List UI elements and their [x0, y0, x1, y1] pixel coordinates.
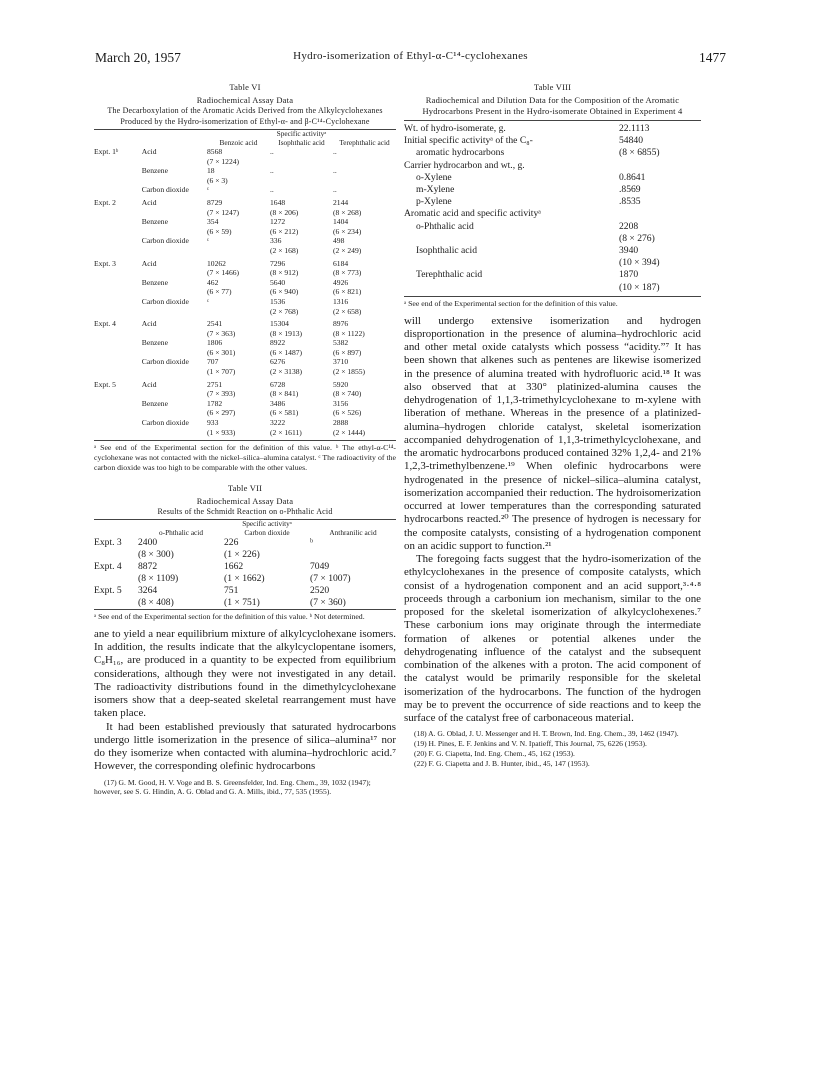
row-label: o-Phthalic acid [416, 220, 474, 232]
cell-detail: (8 × 841) [269, 389, 299, 399]
table-row [94, 319, 396, 338]
cell-detail: (8 × 268) [332, 207, 362, 217]
table-row [94, 185, 396, 195]
row-experiment: Expt. 5 [94, 585, 122, 597]
right-references [404, 729, 701, 768]
paragraph: ane to yield a near equilibrium mixture of alkylcyclohexane isomers. In addition, the results indicate that the alkylcyclopentane isomers, C₈H₁₆, are produced in a quantity to be expected from equilibrium considerations, although they were not investigated in any detail. The radioactivity distributions found in the dimethylcyclohexane isomers show that a deep-seated skeletal rearrangement must have taken place. [94, 627, 396, 720]
row-experiment: Expt. 4 [94, 319, 116, 329]
table-cell [333, 147, 396, 166]
cell-value: 6728 [269, 379, 286, 389]
row-experiment: Expt. 2 [94, 197, 116, 207]
table-row [94, 585, 396, 610]
cell-value: 1782 [206, 398, 223, 408]
table-row [404, 123, 701, 135]
table-cell [207, 418, 270, 437]
table-8-body [404, 123, 701, 294]
cell-value: .. [269, 147, 274, 156]
row-experiment [94, 357, 142, 376]
table-cell [270, 278, 333, 297]
table-cell [333, 380, 396, 399]
cell-value: 6184 [332, 258, 349, 268]
group-spacer [94, 437, 396, 441]
table-cell [207, 236, 270, 255]
cell-detail: (6 × 234) [332, 226, 362, 236]
table-row [94, 561, 396, 585]
cell-detail: (8 × 773) [332, 268, 362, 278]
table-cell [224, 537, 310, 561]
cell-value: 7049 [310, 561, 330, 573]
cell-value: 5920 [332, 379, 349, 389]
cell-detail: (8 × 408) [138, 597, 174, 609]
reference: (17) G. M. Good, H. V. Voge and B. S. Greensfelder, Ind. Eng. Chem., 39, 1032 (1947); however, see S. G. Hindin, A. G. Oblad and G. A. Mills, ibid., 77, 535 (1955). [94, 777, 371, 797]
row-item: Carbon dioxide [141, 185, 189, 195]
table-7-footnote: ᵃ See end of the Experimental section for the definition of this value. ᵇ Not determined. [94, 612, 365, 622]
reference: (20) F. G. Ciapetta, Ind. Eng. Chem., 45, 162 (1953). [414, 748, 575, 758]
table-cell [270, 399, 333, 418]
paragraph: It had been established previously that saturated hydrocarbons undergo little isomerization in the presence of silica–alumina¹⁷ nor do they isomerize when contacted with alumina–hydrochloric acid.⁷ However, the corresponding olefinic hydrocarbons [94, 720, 396, 773]
row-label: Initial specific activityᵃ of the C₈- [404, 135, 533, 147]
row-label: p-Xylene [416, 196, 452, 208]
page-number: 1477 [699, 50, 726, 65]
table-6-group-header: Specific activityᵃ [276, 129, 327, 138]
row-item: Benzene [141, 338, 168, 348]
table-row [94, 236, 396, 255]
cell-detail: (2 × 168) [269, 245, 299, 255]
table-cell [270, 185, 333, 195]
left-body-text [94, 628, 396, 774]
cell-detail: (6 × 940) [269, 287, 299, 297]
table-cell [333, 319, 396, 338]
row-item: Acid [141, 379, 157, 389]
table-row [94, 338, 396, 357]
row-item: Acid [141, 319, 157, 329]
table-cell [333, 236, 396, 255]
row-value [619, 208, 701, 220]
cell-value: 8568 [206, 147, 223, 156]
table-row [94, 259, 396, 278]
cell-value: 3222 [269, 418, 286, 428]
table-cell [207, 217, 270, 236]
table-cell [224, 561, 310, 585]
table-cell [270, 147, 333, 166]
table-cell [207, 259, 270, 278]
row-label: Wt. of hydro-isomerate, g. [404, 123, 506, 134]
table-cell [207, 399, 270, 418]
cell-detail: (6 × 581) [269, 408, 299, 418]
reference: (19) H. Pines, E. F. Jenkins and V. N. Ipatieff, This Journal, 75, 6226 (1953). [414, 739, 647, 749]
row-value: (10 × 187) [619, 281, 660, 293]
cell-detail: (8 × 1122) [332, 328, 365, 338]
cell-detail: (7 × 363) [206, 328, 236, 338]
row-item: Carbon dioxide [141, 296, 189, 306]
table-6-title: Radiochemical Assay Data [196, 95, 294, 105]
table-cell [333, 418, 396, 437]
cell-detail: (1 × 226) [224, 549, 260, 561]
left-references [94, 778, 396, 798]
table-cell [207, 278, 270, 297]
table-row [94, 198, 396, 217]
cell-detail: (8 × 300) [138, 549, 174, 561]
table-row [94, 278, 396, 297]
cell-detail: (2 × 3138) [269, 367, 303, 377]
table-8-label: Table VIII [533, 82, 572, 92]
row-experiment: Expt. 5 [94, 379, 116, 389]
table-row [94, 380, 396, 399]
cell-value: .. [332, 147, 337, 156]
paragraph: The foregoing facts suggest that the hydro-isomerization of the ethylcyclohexanes in the presence of composite catalysts, which consist of a hydrogenation component and an acid support,³·⁴·⁸ proceeds through a carbonium ion mechanism, similar to the one proposed for the skeletal isomerization of alkylcyclohexenes.⁷ These carbonium ions may originate through the intermediate formation of alkenes or potential alkenes under the dehydrogenating influence of the catalyst and the subsequent combination of the alkenes with a proton. The acid component of the catalyst would be primarily responsible for the skeletal isomerization of the hydrocarbons. The function of the hydrogen may be to prevent the occurrence of side reactions and to keep the surface of the catalyst free of carbonaceous material. [404, 553, 701, 725]
table-row [94, 357, 396, 376]
table-7-title: Radiochemical Assay Data [196, 495, 294, 506]
table-cell [333, 297, 396, 316]
cell-detail: (8 × 912) [269, 268, 299, 278]
cell-value: 1806 [206, 338, 223, 348]
row-label: m-Xylene [416, 184, 455, 196]
right-column [404, 82, 701, 769]
cell-value: 226 [224, 537, 239, 549]
table-8-title: Radiochemical and Dilution Data for the Composition of the Aromatic Hydrocarbons Present in the Hydro-isomerate Obtained in Experiment 4 [422, 95, 683, 116]
table-6-body [94, 147, 396, 441]
table-6-label: Table VI [229, 82, 261, 92]
cell-value: 1316 [332, 296, 349, 306]
table-row [404, 196, 701, 208]
table-row [404, 233, 701, 245]
row-value: (8 × 6855) [619, 147, 660, 159]
cell-value: 336 [269, 236, 282, 246]
row-item: Carbon dioxide [141, 236, 189, 246]
row-item: Carbon dioxide [141, 357, 189, 367]
table-cell [270, 380, 333, 399]
table-cell [333, 185, 396, 195]
table-6-col-header: Terephthalic acid [339, 137, 390, 147]
row-experiment: Expt. 3 [94, 258, 116, 268]
row-item: Benzene [141, 398, 168, 408]
cell-value: 2520 [310, 585, 330, 597]
row-value: 54840 [619, 135, 643, 147]
table-row [94, 166, 396, 185]
cell-value: 8922 [269, 338, 286, 348]
cell-value: 3264 [138, 585, 158, 597]
row-experiment [94, 399, 142, 418]
row-experiment [94, 278, 142, 297]
row-experiment: Expt. 4 [94, 561, 122, 573]
row-value: (8 × 276) [619, 232, 655, 244]
cell-detail: (1 × 1662) [224, 573, 265, 585]
cell-detail: (6 × 77) [206, 287, 232, 297]
cell-value: 18 [206, 166, 215, 176]
cell-value: .. [269, 185, 274, 195]
row-value: 22.1113 [619, 123, 650, 134]
table-cell [224, 585, 310, 610]
cell-value: 3486 [269, 398, 286, 408]
left-column [94, 82, 396, 797]
row-experiment [94, 217, 142, 236]
table-row [404, 147, 701, 159]
table-cell [333, 338, 396, 357]
cell-value: 707 [206, 357, 219, 367]
row-value: 1870 [619, 269, 639, 281]
table-cell [333, 278, 396, 297]
cell-detail: (6 × 821) [332, 287, 362, 297]
cell-value: 1404 [332, 217, 349, 227]
table-7-group-header: Specific activityᵃ [242, 519, 292, 529]
cell-value: 3710 [332, 357, 349, 367]
cell-value: ᵇ [310, 537, 313, 549]
cell-value: 1662 [224, 561, 244, 573]
cell-value: 2541 [206, 319, 223, 329]
row-value: 2208 [619, 220, 639, 232]
table-8 [404, 82, 701, 309]
table-cell [270, 418, 333, 437]
row-item: Carbon dioxide [141, 418, 189, 428]
cell-detail: (2 × 1444) [332, 427, 366, 437]
cell-value: 6276 [269, 357, 286, 367]
table-row [94, 418, 396, 437]
cell-detail: (6 × 526) [332, 408, 362, 418]
cell-detail: (2 × 658) [332, 306, 362, 316]
cell-detail: (6 × 1487) [269, 347, 303, 357]
table-cell [270, 236, 333, 255]
row-experiment [94, 338, 142, 357]
cell-value: 2144 [332, 197, 349, 207]
cell-detail: (7 × 1466) [206, 268, 240, 278]
table-cell [270, 297, 333, 316]
row-item: Benzene [141, 166, 168, 176]
cell-value: 1536 [269, 296, 286, 306]
table-7-label: Table VII [227, 482, 263, 493]
right-body-text [404, 315, 701, 726]
row-value [619, 160, 701, 172]
row-label [404, 282, 619, 294]
cell-value: 5382 [332, 338, 349, 348]
table-cell [207, 297, 270, 316]
table-6-footnote: ᵃ See end of the Experimental section for the definition of this value. ᵇ The ethyl-α-C¹⁴-cyclohexane was not contacted with the nickel–silica–alumina catalyst. ᶜ The radioactivity of the carbon dioxide was too high to be comparable with the other values. [94, 443, 396, 472]
row-value: 0.8641 [619, 171, 646, 183]
row-value: 3940 [619, 245, 639, 257]
table-cell [333, 259, 396, 278]
row-experiment [94, 297, 142, 316]
table-cell [207, 147, 270, 166]
cell-detail: (8 × 206) [269, 207, 299, 217]
table-cell [207, 198, 270, 217]
cell-value: 2751 [206, 379, 223, 389]
cell-detail: (2 × 1611) [269, 427, 302, 437]
table-cell [207, 166, 270, 185]
row-experiment [94, 166, 142, 185]
table-cell [207, 319, 270, 338]
table-6 [94, 82, 396, 473]
table-cell [310, 537, 396, 561]
table-row [404, 172, 701, 184]
cell-value: 2400 [138, 537, 158, 549]
cell-value: 8976 [332, 319, 349, 329]
table-cell [333, 166, 396, 185]
cell-detail: (7 × 1007) [310, 573, 351, 585]
cell-value: 5640 [269, 277, 286, 287]
running-header [95, 50, 726, 72]
row-item: Acid [141, 197, 157, 207]
table-row [404, 160, 701, 172]
cell-value: 4926 [332, 277, 349, 287]
table-row [404, 282, 701, 294]
cell-detail: (1 × 751) [224, 597, 260, 609]
row-label: Carrier hydrocarbon and wt., g. [404, 159, 525, 171]
table-row [404, 208, 701, 220]
table-7-subtitle: Results of the Schmidt Reaction on o-Phthalic Acid [157, 506, 333, 516]
table-8-grid [404, 123, 701, 294]
paragraph: will undergo extensive isomerization and hydrogen disproportionation in the presence of alumina–hydrochloric acid and other metal oxide catalysts which possess “acidity.”⁷ It has been shown that alkenes such as pentenes are likewise isomerized in the presence of alumina treated with hydrofluoric acid.¹⁸ It was also observed that at 330° platinized-alumina causes the dehydrogenation of 1,1,3-trimethylcyclohexane to m-xylene with liberation of methane. Whereas in the presence of a platinized-alumina–hydrogen chloride catalyst, skeletal isomerization accompanied dehydrogenation of 1,1,3-trimethylcyclohexane, and the aromatic hydrocarbons produced contained 32% 1,2,4- and 21% 1,2,3-trimethylbenzene.¹⁹ When olefinic hydrocarbons were hydrogenated in the presence of nickel–silica–alumina catalyst, isomerization accompanied their reduction. The hydroisomerization occurred at lower temperatures than the corresponding saturated hydrocarbons reacted.²⁰ The presence of hydrogen is necessary for the composite catalysts, consisting of a hydrogenation component on an acidic support to function.²¹ [404, 314, 701, 552]
cell-value: .. [332, 185, 337, 195]
cell-value: ᶜ [206, 236, 209, 246]
table-cell [270, 198, 333, 217]
table-cell [270, 357, 333, 376]
row-item: Acid [141, 147, 157, 156]
table-7 [94, 483, 396, 622]
table-row [404, 245, 701, 257]
row-experiment: Expt. 1ᵇ [94, 147, 119, 156]
row-label: Isophthalic acid [416, 245, 478, 257]
cell-value: 1272 [269, 217, 286, 227]
cell-value: .. [332, 166, 337, 176]
cell-value: .. [269, 166, 274, 176]
cell-value: 8872 [138, 561, 158, 573]
cell-value: 933 [206, 418, 219, 428]
reference: (22) F. G. Ciapetta and J. B. Hunter, ibid., 45, 147 (1953). [414, 758, 590, 768]
row-experiment [94, 185, 142, 195]
cell-detail: (7 × 393) [206, 389, 236, 399]
table-row [94, 297, 396, 316]
header-date: March 20, 1957 [95, 50, 181, 65]
cell-value: 462 [206, 277, 219, 287]
cell-detail: (6 × 897) [332, 347, 362, 357]
cell-value: 354 [206, 217, 219, 227]
row-experiment [94, 236, 142, 255]
row-label: aromatic hydrocarbons [416, 147, 505, 159]
row-label [404, 257, 619, 269]
table-cell [270, 259, 333, 278]
table-7-col-header: Carbon dioxide [244, 527, 290, 537]
header-title: Hydro-isomerization of Ethyl-α-C¹⁴-cyclohexanes [293, 50, 528, 62]
cell-detail: (2 × 1855) [332, 367, 366, 377]
table-7-grid [94, 519, 396, 610]
table-7-col-header: o-Phthalic acid [159, 527, 203, 537]
cell-detail: (8 × 740) [332, 389, 362, 399]
cell-value: 7296 [269, 258, 286, 268]
row-experiment: Expt. 3 [94, 537, 122, 549]
table-cell [138, 585, 224, 610]
row-label [404, 233, 619, 245]
row-value: .8569 [619, 184, 641, 196]
cell-value: 1648 [269, 197, 286, 207]
cell-value: 8729 [206, 197, 223, 207]
table-row [404, 221, 701, 233]
cell-detail: (7 × 360) [310, 597, 346, 609]
table-row [94, 399, 396, 418]
cell-detail: (6 × 212) [269, 226, 299, 236]
cell-value: 2888 [332, 418, 349, 428]
row-item: Benzene [141, 277, 168, 287]
table-cell [138, 561, 224, 585]
table-cell [310, 561, 396, 585]
cell-detail: (6 × 301) [206, 347, 236, 357]
table-cell [207, 185, 270, 195]
table-cell [333, 357, 396, 376]
table-6-grid [94, 129, 396, 441]
cell-detail: (1 × 933) [206, 427, 236, 437]
table-row [404, 257, 701, 269]
cell-detail: (6 × 297) [206, 408, 236, 418]
table-cell [270, 217, 333, 236]
table-cell [207, 338, 270, 357]
table-cell [138, 537, 224, 561]
cell-value: 15304 [269, 319, 289, 329]
cell-value: ᶜ [206, 185, 209, 195]
cell-detail: (1 × 707) [206, 367, 236, 377]
table-6-subtitle: The Decarboxylation of the Aromatic Acids Derived from the Alkylcyclohexanes Produced by the Hydro-isomerization of Ethyl-α- and β-C¹⁴-Cyclohexane [107, 106, 383, 126]
table-cell [333, 198, 396, 217]
table-cell [270, 319, 333, 338]
table-8-footnote: ᵃ See end of the Experimental section for the definition of this value. [404, 296, 701, 309]
row-value: .8535 [619, 196, 641, 208]
row-item: Benzene [141, 217, 168, 227]
row-value: (10 × 394) [619, 257, 660, 269]
cell-detail: (7 × 1224) [206, 156, 240, 166]
cell-value: 751 [224, 585, 239, 597]
cell-detail: (8 × 1109) [138, 573, 179, 585]
table-row [404, 184, 701, 196]
table-cell [270, 338, 333, 357]
cell-detail: (8 × 1913) [269, 328, 303, 338]
table-cell [207, 380, 270, 399]
cell-detail: (6 × 59) [206, 226, 232, 236]
table-row [94, 217, 396, 236]
row-label: Terephthalic acid [416, 269, 483, 281]
table-row [404, 269, 701, 281]
table-cell [207, 357, 270, 376]
table-7-col-header: Anthranilic acid [329, 527, 377, 537]
cell-detail: (7 × 1247) [206, 207, 240, 217]
table-cell [333, 399, 396, 418]
table-cell [333, 217, 396, 236]
row-label: o-Xylene [416, 171, 452, 183]
table-6-col-header: Isophthalic acid [278, 137, 325, 147]
cell-value: 3156 [332, 398, 349, 408]
cell-value: 498 [332, 236, 345, 246]
cell-value: ᶜ [206, 296, 209, 306]
table-cell [270, 166, 333, 185]
row-label: Aromatic acid and specific activityᵃ [404, 208, 541, 220]
table-row [404, 135, 701, 147]
table-row [94, 147, 396, 166]
cell-detail: (6 × 3) [206, 175, 228, 185]
table-7-body [94, 537, 396, 610]
reference: (18) A. G. Oblad, J. U. Messenger and H. T. Brown, Ind. Eng. Chem., 39, 1462 (1947). [414, 729, 679, 739]
table-cell [310, 585, 396, 610]
row-experiment [94, 418, 142, 437]
cell-detail: (2 × 768) [269, 306, 299, 316]
spacer-cell [94, 437, 396, 441]
table-row [94, 537, 396, 561]
cell-value: 10262 [206, 258, 226, 268]
row-item: Acid [141, 258, 157, 268]
table-6-col-header: Benzoic acid [219, 137, 258, 147]
cell-detail: (2 × 249) [332, 245, 362, 255]
